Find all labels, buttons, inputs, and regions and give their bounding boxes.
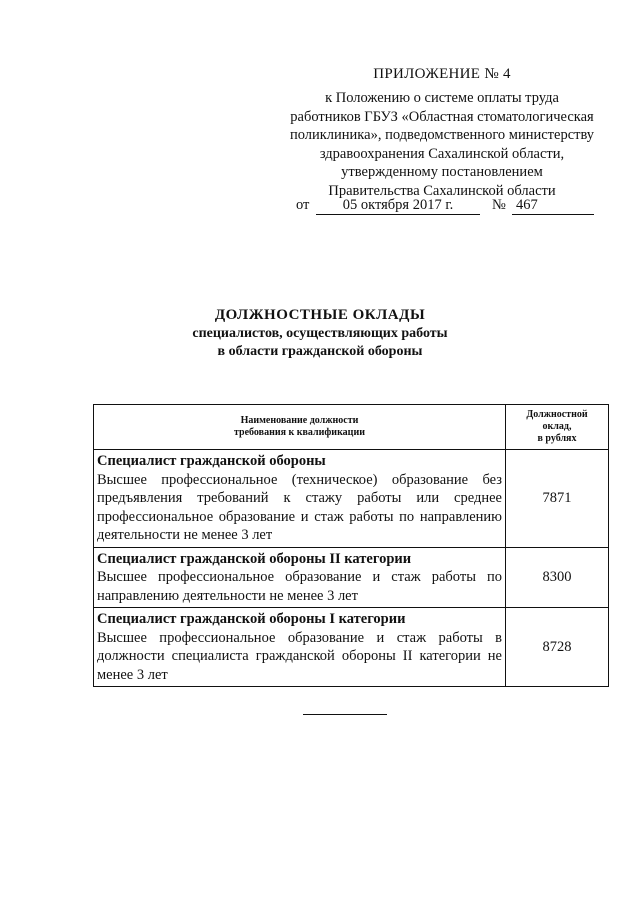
header-text: Должностной [526,409,588,420]
position-cell [94,547,506,608]
number-prefix: № [492,197,506,213]
salary-table [93,404,609,687]
table-row [94,547,609,608]
header-salary [506,405,609,450]
salary-value: 8728 [506,608,609,687]
end-divider [303,714,387,715]
header-text: требования к квалификации [234,427,365,438]
position-title: Специалист гражданской обороны I категории [97,611,406,627]
position-cell [94,608,506,687]
position-requirements: Высшее профессиональное (техническое) образование без предъявления требований к стажу работы или среднее профессиональное образование и стаж работы по направлению деятельности не менее 3 лет [97,471,502,543]
position-title: Специалист гражданской обороны II категории [97,550,412,567]
heading-subtitle-line2: в области гражданской обороны [217,344,423,359]
table-row [94,608,609,687]
table-row [94,450,609,548]
header-text: в рублях [537,433,577,444]
position-requirements: Высшее профессиональное образование и стаж работы по направлению деятельности не менее 3 лет [97,569,502,604]
decree-date: 05 октября 2017 г. [316,197,480,215]
appendix-line: работников ГБУЗ «Областная стоматологическая [290,108,594,125]
salary-value: 8300 [506,547,609,608]
document-heading [120,305,520,361]
appendix-line: Правительства Сахалинской области [328,182,556,199]
position-requirements: Высшее профессиональное образование и стаж работы в должности специалиста гражданской обороны II категории не менее 3 лет [97,629,502,683]
header-text: Наименование должности [240,415,359,426]
date-prefix: от [296,197,310,213]
decree-date-number [296,197,596,217]
appendix-line: поликлиника», подведомственного министерству [289,127,595,143]
appendix-line: к Положению о системе оплаты труда [325,90,559,106]
decree-number: 467 [512,197,594,215]
heading-title: ДОЛЖНОСТНЫЕ ОКЛАДЫ [214,307,426,323]
appendix-line: здравоохранения Сахалинской области, [319,145,565,162]
header-text: оклад, [542,421,572,432]
appendix-line: утвержденному постановлением [341,164,543,180]
table-header-row [94,405,609,450]
position-title: Специалист гражданской обороны [97,453,326,469]
appendix-title: ПРИЛОЖЕНИЕ № 4 [373,66,511,82]
position-cell [94,450,506,548]
appendix-block [282,66,602,200]
salary-value: 7871 [506,450,609,548]
header-position-name [94,405,506,450]
heading-subtitle-line1: специалистов, осуществляющих работы [192,326,448,341]
